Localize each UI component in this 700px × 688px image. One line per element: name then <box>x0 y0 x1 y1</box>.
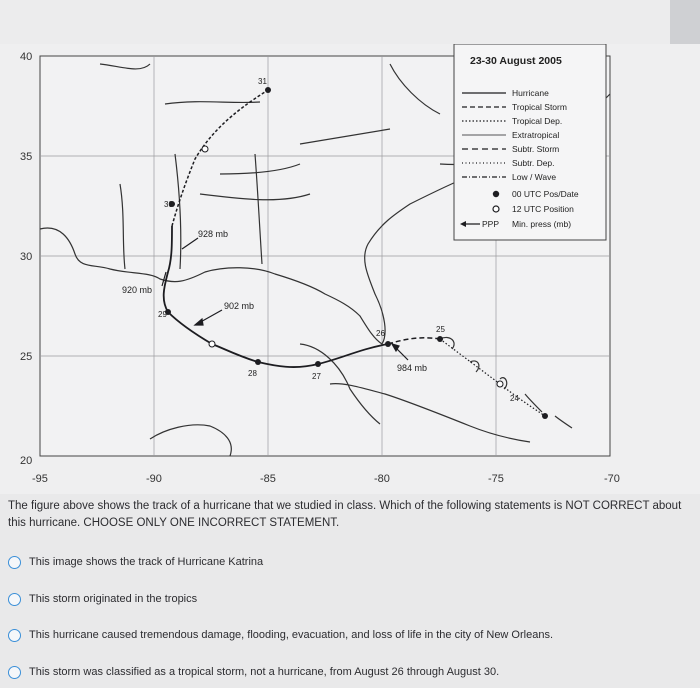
filled-dot-icon <box>493 191 499 197</box>
date-label: 25 <box>436 325 445 334</box>
option-label: This storm was classified as a tropical storm, not a hurricane, from August 26 through August 30. <box>29 666 500 678</box>
legend <box>454 44 606 240</box>
option-tropical-storm[interactable] <box>8 660 499 684</box>
y-tick-label: 30 <box>20 251 33 263</box>
top-right-block <box>670 0 700 46</box>
x-tick-label: -75 <box>488 473 504 485</box>
radio-button[interactable] <box>8 593 21 606</box>
option-label: This storm originated in the tropics <box>29 593 198 605</box>
x-tick-label: -90 <box>146 473 162 485</box>
date-label: 28 <box>248 369 257 378</box>
pressure-label: 920 mb <box>122 285 153 295</box>
legend-item-label: Subtr. Dep. <box>512 158 555 168</box>
y-tick-label: 20 <box>20 455 33 467</box>
question-text: The figure above shows the track of a hurricane that we studied in class. Which of the following statements is NOT CORRECT about this hurricane. CHOOSE ONLY ONE INCORRECT STATEMENT. <box>8 500 682 529</box>
legend-marker-label: 00 UTC Pos/Date <box>512 189 579 199</box>
option-katrina[interactable] <box>8 550 263 574</box>
x-tick-label: -80 <box>374 473 390 485</box>
option-label: This hurricane caused tremendous damage, flooding, evacuation, and loss of life in the city of New Orleans. <box>29 629 554 641</box>
legend-item-label: Extratropical <box>512 130 560 140</box>
date-label: 27 <box>312 372 321 381</box>
radio-button[interactable] <box>8 629 21 642</box>
track-map <box>0 44 700 494</box>
radio-button[interactable] <box>8 666 21 679</box>
browser-top-area <box>0 0 700 46</box>
x-tick-label: -85 <box>260 473 276 485</box>
legend-item-label: Tropical Dep. <box>512 116 563 126</box>
radio-button[interactable] <box>8 556 21 569</box>
date-label: 31 <box>258 77 267 86</box>
option-new-orleans[interactable] <box>8 623 553 647</box>
date-label: 24 <box>510 394 519 403</box>
legend-item-label: Hurricane <box>512 88 549 98</box>
x-tick-label: -95 <box>32 473 48 485</box>
y-tick-label: 40 <box>20 51 33 63</box>
pressure-label: 984 mb <box>397 363 428 373</box>
open-dot-icon <box>493 206 499 212</box>
date-label: 29 <box>158 310 167 319</box>
pressure-label: 928 mb <box>198 229 229 239</box>
top-strip <box>0 0 670 45</box>
y-tick-label: 25 <box>20 351 33 363</box>
option-tropics[interactable] <box>8 587 197 611</box>
option-label: This image shows the track of Hurricane Katrina <box>29 556 264 568</box>
legend-marker-label: 12 UTC Position <box>512 204 574 214</box>
legend-item-label: Low / Wave <box>512 172 557 182</box>
legend-item-label: Tropical Storm <box>512 102 567 112</box>
date-label: 30 <box>164 200 173 209</box>
legend-title: 23-30 August 2005 <box>470 55 562 67</box>
hurricane-track-figure <box>0 44 700 494</box>
legend-marker-label: Min. press (mb) <box>512 219 572 229</box>
x-tick-label: -70 <box>604 473 620 485</box>
date-label: 26 <box>376 329 385 338</box>
y-tick-label: 35 <box>20 151 33 163</box>
legend-item-label: Subtr. Storm <box>512 144 560 154</box>
legend-marker-symbol: PPP <box>482 219 500 229</box>
pressure-label: 902 mb <box>224 301 255 311</box>
